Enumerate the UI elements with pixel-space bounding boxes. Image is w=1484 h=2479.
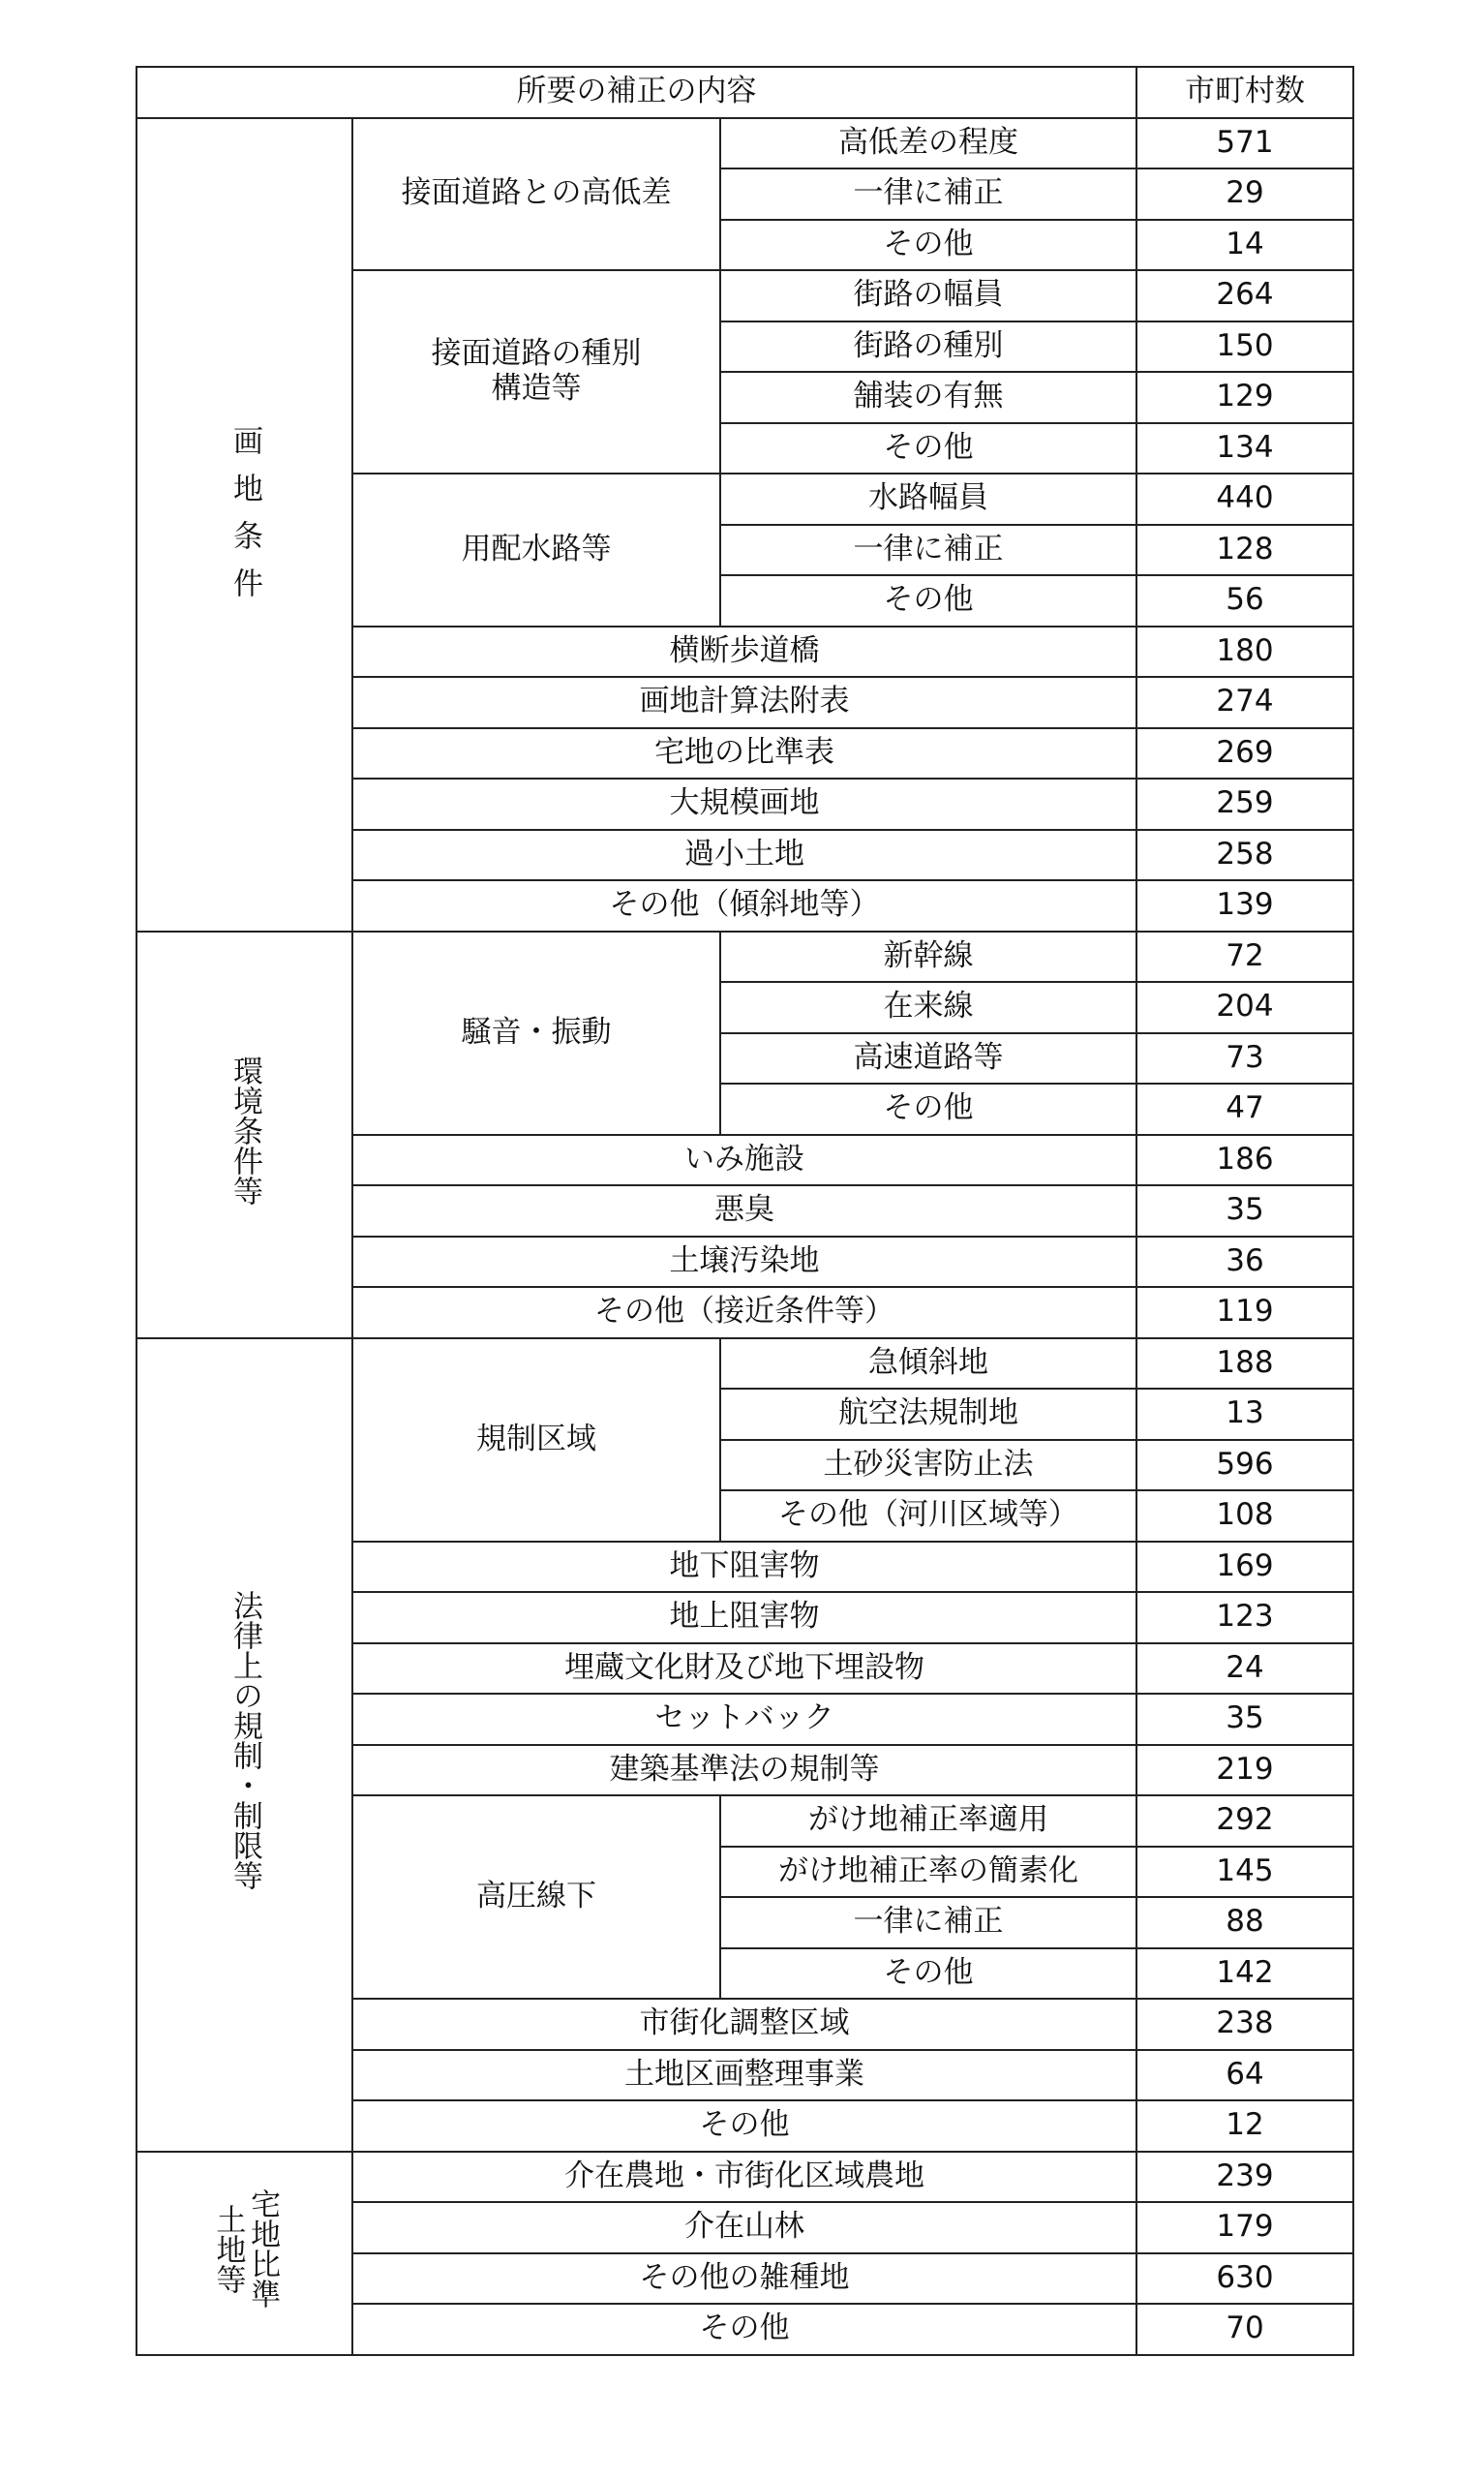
item-label: その他（接近条件等） [352, 1287, 1136, 1338]
count-value: 88 [1136, 1897, 1353, 1948]
item-label: 介在農地・市街化区域農地 [352, 2152, 1136, 2203]
item-label: その他 [720, 423, 1136, 474]
category-cell [136, 1338, 352, 2152]
item-label: 在来線 [720, 982, 1136, 1033]
category-label: 法律上の規制・制限等 [227, 1590, 262, 1891]
item-label: その他 [720, 575, 1136, 627]
item-label: がけ地補正率の簡素化 [720, 1847, 1136, 1898]
item-label: 宅地の比準表 [352, 728, 1136, 780]
item-label: その他 [720, 1948, 1136, 2000]
count-value: 64 [1136, 2050, 1353, 2101]
count-value: 292 [1136, 1795, 1353, 1847]
item-label: 土地区画整理事業 [352, 2050, 1136, 2101]
count-value: 72 [1136, 932, 1353, 983]
item-label: 高低差の程度 [720, 118, 1136, 169]
item-label: 新幹線 [720, 932, 1136, 983]
count-value: 596 [1136, 1440, 1353, 1491]
count-value: 14 [1136, 220, 1353, 271]
item-label: 一律に補正 [720, 168, 1136, 220]
category-cell [136, 2152, 352, 2355]
table-row [136, 932, 1353, 983]
item-label: セットバック [352, 1694, 1136, 1745]
subcategory-label: 接面道路の種別 構造等 [352, 270, 720, 474]
item-label: いみ施設 [352, 1135, 1136, 1186]
item-label: その他 [352, 2100, 1136, 2152]
category-cell [136, 932, 352, 1338]
subcategory-label: 用配水路等 [352, 474, 720, 627]
item-label: その他 [720, 220, 1136, 271]
subcategory-label: 騒音・振動 [352, 932, 720, 1135]
count-value: 119 [1136, 1287, 1353, 1338]
count-value: 36 [1136, 1237, 1353, 1288]
count-value: 123 [1136, 1592, 1353, 1643]
item-label: その他（河川区域等） [720, 1490, 1136, 1542]
table-row [136, 2152, 1353, 2203]
count-value: 186 [1136, 1135, 1353, 1186]
item-label: 建築基準法の規制等 [352, 1745, 1136, 1796]
count-value: 108 [1136, 1490, 1353, 1542]
item-label: 地下阻害物 [352, 1542, 1136, 1593]
count-value: 35 [1136, 1185, 1353, 1237]
count-value: 630 [1136, 2253, 1353, 2305]
count-value: 70 [1136, 2304, 1353, 2355]
subcategory-label: 規制区域 [352, 1338, 720, 1542]
item-label: 一律に補正 [720, 525, 1136, 576]
count-value: 128 [1136, 525, 1353, 576]
item-label: 舗装の有無 [720, 372, 1136, 423]
count-value: 129 [1136, 372, 1353, 423]
header-row [136, 67, 1353, 118]
item-label: 市街化調整区域 [352, 1999, 1136, 2050]
table-row [136, 118, 1353, 169]
item-label: 水路幅員 [720, 474, 1136, 525]
category-cell [136, 118, 352, 932]
header-count-label: 市町村数 [1136, 67, 1353, 118]
item-label: 高速道路等 [720, 1033, 1136, 1085]
count-value: 169 [1136, 1542, 1353, 1593]
count-value: 150 [1136, 321, 1353, 373]
count-value: 219 [1136, 1745, 1353, 1796]
item-label: 街路の種別 [720, 321, 1136, 373]
survey-table-container [136, 66, 1352, 2356]
count-value: 239 [1136, 2152, 1353, 2203]
item-label: 埋蔵文化財及び地下埋設物 [352, 1643, 1136, 1695]
count-value: 258 [1136, 830, 1353, 881]
count-value: 145 [1136, 1847, 1353, 1898]
item-label: その他の雑種地 [352, 2253, 1136, 2305]
count-value: 142 [1136, 1948, 1353, 2000]
item-label: その他 [352, 2304, 1136, 2355]
item-label: その他（傾斜地等） [352, 880, 1136, 932]
count-value: 47 [1136, 1084, 1353, 1135]
item-label: 過小土地 [352, 830, 1136, 881]
item-label: 画地計算法附表 [352, 677, 1136, 728]
item-label: がけ地補正率適用 [720, 1795, 1136, 1847]
count-value: 180 [1136, 627, 1353, 678]
count-value: 35 [1136, 1694, 1353, 1745]
count-value: 204 [1136, 982, 1353, 1033]
subcategory-label: 接面道路との高低差 [352, 118, 720, 271]
count-value: 440 [1136, 474, 1353, 525]
item-label: 大規模画地 [352, 779, 1136, 830]
count-value: 571 [1136, 118, 1353, 169]
count-value: 12 [1136, 2100, 1353, 2152]
item-label: 土壌汚染地 [352, 1237, 1136, 1288]
count-value: 179 [1136, 2202, 1353, 2253]
count-value: 274 [1136, 677, 1353, 728]
count-value: 139 [1136, 880, 1353, 932]
count-value: 134 [1136, 423, 1353, 474]
count-value: 29 [1136, 168, 1353, 220]
item-label: 急傾斜地 [720, 1338, 1136, 1390]
count-value: 264 [1136, 270, 1353, 321]
item-label: 土砂災害防止法 [720, 1440, 1136, 1491]
category-label: 宅地比準 土地等 [210, 2188, 281, 2310]
count-value: 73 [1136, 1033, 1353, 1085]
header-content-label: 所要の補正の内容 [136, 67, 1136, 118]
count-value: 24 [1136, 1643, 1353, 1695]
subcategory-label: 高圧線下 [352, 1795, 720, 1999]
item-label: 一律に補正 [720, 1897, 1136, 1948]
count-value: 13 [1136, 1389, 1353, 1440]
count-value: 56 [1136, 575, 1353, 627]
count-value: 259 [1136, 779, 1353, 830]
item-label: 介在山林 [352, 2202, 1136, 2253]
item-label: 航空法規制地 [720, 1389, 1136, 1440]
count-value: 269 [1136, 728, 1353, 780]
category-label: 画地条件 [227, 425, 262, 616]
item-label: 悪臭 [352, 1185, 1136, 1237]
item-label: 街路の幅員 [720, 270, 1136, 321]
category-label: 環境条件等 [227, 1055, 262, 1206]
table-body [136, 118, 1353, 2355]
correction-survey-table [136, 66, 1354, 2356]
item-label: その他 [720, 1084, 1136, 1135]
count-value: 188 [1136, 1338, 1353, 1390]
table-row [136, 1338, 1353, 1390]
item-label: 横断歩道橋 [352, 627, 1136, 678]
count-value: 238 [1136, 1999, 1353, 2050]
item-label: 地上阻害物 [352, 1592, 1136, 1643]
